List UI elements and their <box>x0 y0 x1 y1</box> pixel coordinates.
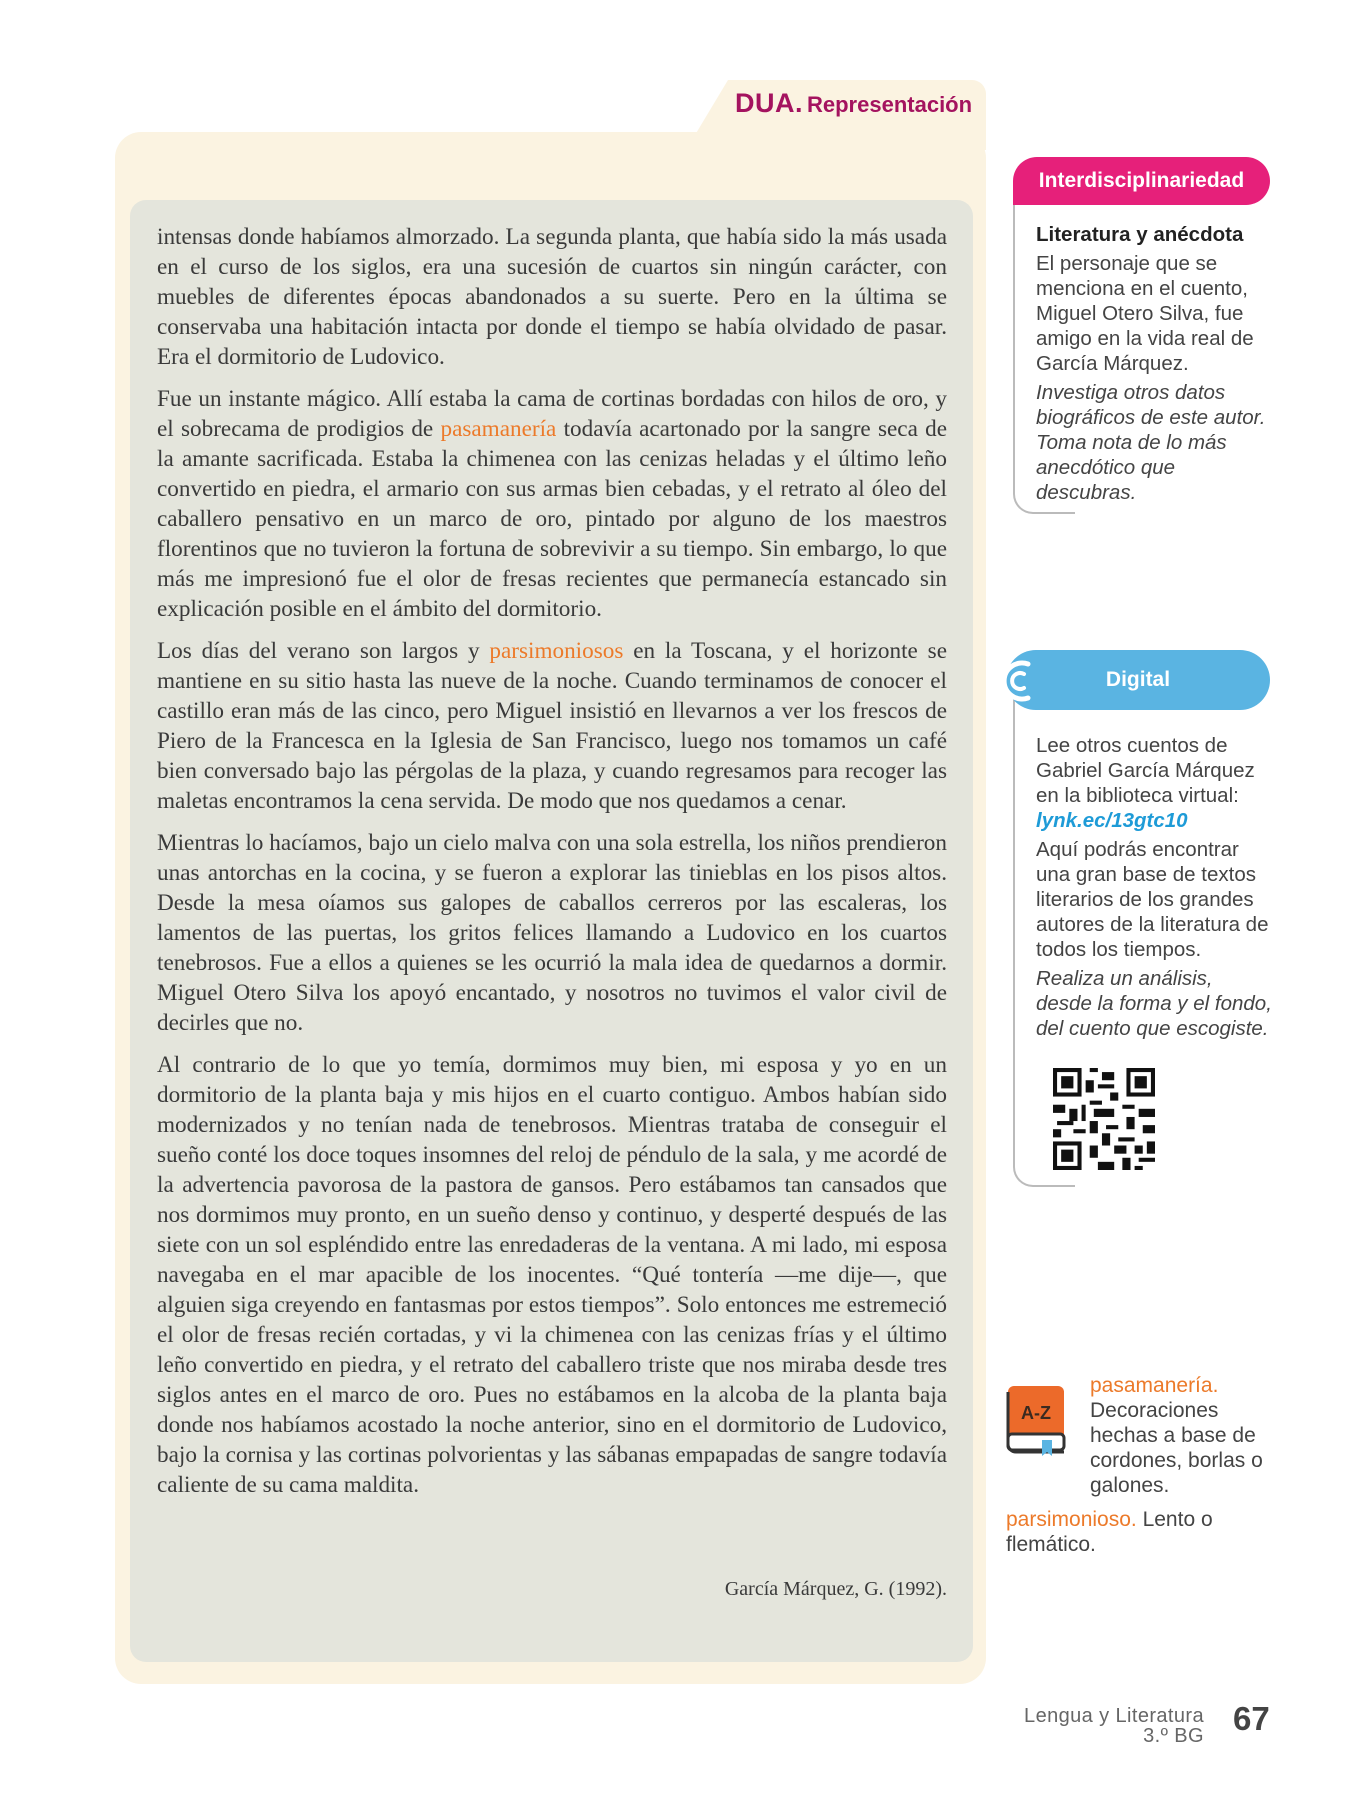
qr-code-icon[interactable] <box>1053 1068 1155 1170</box>
digital-intro: Lee otros cuentos de Gabriel García Márquez en la biblioteca virtual: <box>1036 734 1255 807</box>
grade-label: 3.º BG <box>1143 1725 1204 1747</box>
glossary-definition: Lento o flemático. <box>1006 1508 1213 1556</box>
glossary-highlight: pasamanería <box>440 416 557 442</box>
story-paragraph <box>157 828 947 1038</box>
digital-link[interactable]: lynk.ec/13gtc10 <box>1036 809 1188 832</box>
story-text <box>157 222 947 1512</box>
subject-name: Lengua y Literatura <box>1024 1705 1204 1727</box>
interdisciplinary-task: Investiga otros datos biográficos de este autor. Toma nota de lo más anecdótico que descubras. <box>1036 381 1266 504</box>
interdisciplinary-body: El personaje que se menciona en el cuento, Miguel Otero Silva, fue amigo en la vida real de García Márquez. <box>1036 252 1254 375</box>
digital-body: Aquí podrás encontrar una gran base de textos literarios de los grandes autores de la literatura de todos los tiempos. <box>1036 838 1269 961</box>
interdisciplinary-label: Interdisciplinariedad <box>1013 157 1270 205</box>
story-paragraph <box>157 222 947 372</box>
dua-header <box>735 88 972 119</box>
interdisciplinary-content <box>1036 222 1272 509</box>
glossary-entry <box>1090 1373 1280 1498</box>
digital-content <box>1036 733 1272 1045</box>
glossary-definition: Decoraciones hechas a base de cordones, borlas o galones. <box>1090 1399 1263 1497</box>
story-text-run: en la Toscana, y el horizonte se mantiene en su sitio hasta las nueve de la noche. Cuando terminamos de conocer el castillo eran más de las cinco, pero Miguel insistió en llevarnos a ver los frescos de Piero de la Francesca en la Iglesia de San Francisco, luego nos tomamos un café bien conversado bajo las pérgolas de la plaza, y cuando regresamos para recoger las maletas encontramos la cena servida. De modo que nos quedamos a cenar. <box>157 638 947 814</box>
digital-task: Realiza un análisis, desde la forma y el fondo, del cuento que escogiste. <box>1036 967 1272 1040</box>
story-paragraph <box>157 636 947 816</box>
story-text-run: Fue un instante mágico. Allí estaba la cama de cortinas bordadas con hilos de oro, y el sobrecama de prodigios de <box>157 386 947 442</box>
story-text-run: intensas donde habíamos almorzado. La segunda planta, que había sido la más usada en el curso de los siglos, era una sucesión de cuartos sin ningún carácter, con muebles de diferentes épocas abandonados a su suerte. Pero en la última se conservaba una habitación intacta por donde el tiempo se había olvidado de pasar. Era el dormitorio de Ludovico. <box>157 224 947 370</box>
story-text-run: Mientras lo hacíamos, bajo un cielo malva con una sola estrella, los niños prendieron unas antorchas en la cocina, y se fueron a explorar las tinieblas en los pisos altos. Desde la mesa oíamos sus galopes de caballos cerreros por las escaleras, los lamentos de las puertas, los gritos felices llamando a Ludovico en los cuartos tenebrosos. Fue a ellos a quienes se les ocurrió la mala idea de quedarnos a dormir. Miguel Otero Silva los apoyó encantado, y nosotros no tuvimos el valor civil de decirles que no. <box>157 830 947 1036</box>
footer-subject <box>1024 1706 1204 1746</box>
dictionary-icon-text: A-Z <box>1021 1403 1051 1423</box>
story-paragraph <box>157 1050 947 1500</box>
dictionary-book-icon <box>1006 1384 1072 1458</box>
digital-label: Digital <box>1006 650 1270 710</box>
page-number: 67 <box>1233 1700 1270 1737</box>
glossary-entry <box>1006 1507 1276 1557</box>
story-text-run: Al contrario de lo que yo temía, dormimos muy bien, mi esposa y yo en un dormitorio de la planta baja y mis hijos en el cuarto contiguo. Ambos habían sido modernizados y no tenían nada de tenebrosos. Mientras trataba de conseguir el sueño conté los doce toques insomnes del reloj de péndulo de la sala, y me acordé de la advertencia pavorosa de la pastora de gansos. Pero estábamos tan cansados que nos dormimos muy pronto, en un sueño denso y continuo, y desperté después de las siete con un sol espléndido entre las enredaderas de la ventana. A mi lado, mi esposa navegaba en el mar apacible de los inocentes. “Qué tontería —me dije—, que alguien siga creyendo en fantasmas por estos tiempos”. Solo entonces me estremeció el olor de fresas recién cortadas, y vi la chimenea con las cenizas frías y el último leño convertido en piedra, y el retrato del caballero triste que nos miraba desde tres siglos antes en el marco de oro. Pues no estábamos en la alcoba de la planta baja donde nos habíamos acostado la noche anterior, sino en el dormitorio de Ludovico, bajo la cornisa y las cortinas polvorientas y las sábanas empapadas de sangre todavía caliente de su cama maldita. <box>157 1052 947 1498</box>
story-text-run: Los días del verano son largos y <box>157 638 490 664</box>
glossary-term: parsimonioso. <box>1006 1508 1137 1531</box>
citation: García Márquez, G. (1992). <box>724 1578 947 1600</box>
glossary-term: pasamanería. <box>1090 1374 1219 1397</box>
story-paragraph <box>157 384 947 624</box>
dua-prefix: DUA. <box>735 88 803 118</box>
glossary-highlight: parsimoniosos <box>489 638 624 664</box>
digital-c-icon <box>998 656 1038 706</box>
story-text-run: todavía acartonado por la sangre seca de la amante sacrificada. Estaba la chimenea con las cenizas heladas y el último leño convertido en piedra, el armario con sus armas bien cebadas, y el retrato al óleo del caballero pensativo en un marco de oro, pintado por alguno de los maestros florentinos que no tuvieron la fortuna de sobrevivir a su tiempo. Sin embargo, lo que más me impresionó fue el olor de fresas recientes que permanecía estancado sin explicación posible en el ámbito del dormitorio. <box>157 416 947 622</box>
dua-label: Representación <box>807 92 973 117</box>
interdisciplinary-title: Literatura y anécdota <box>1036 223 1244 246</box>
